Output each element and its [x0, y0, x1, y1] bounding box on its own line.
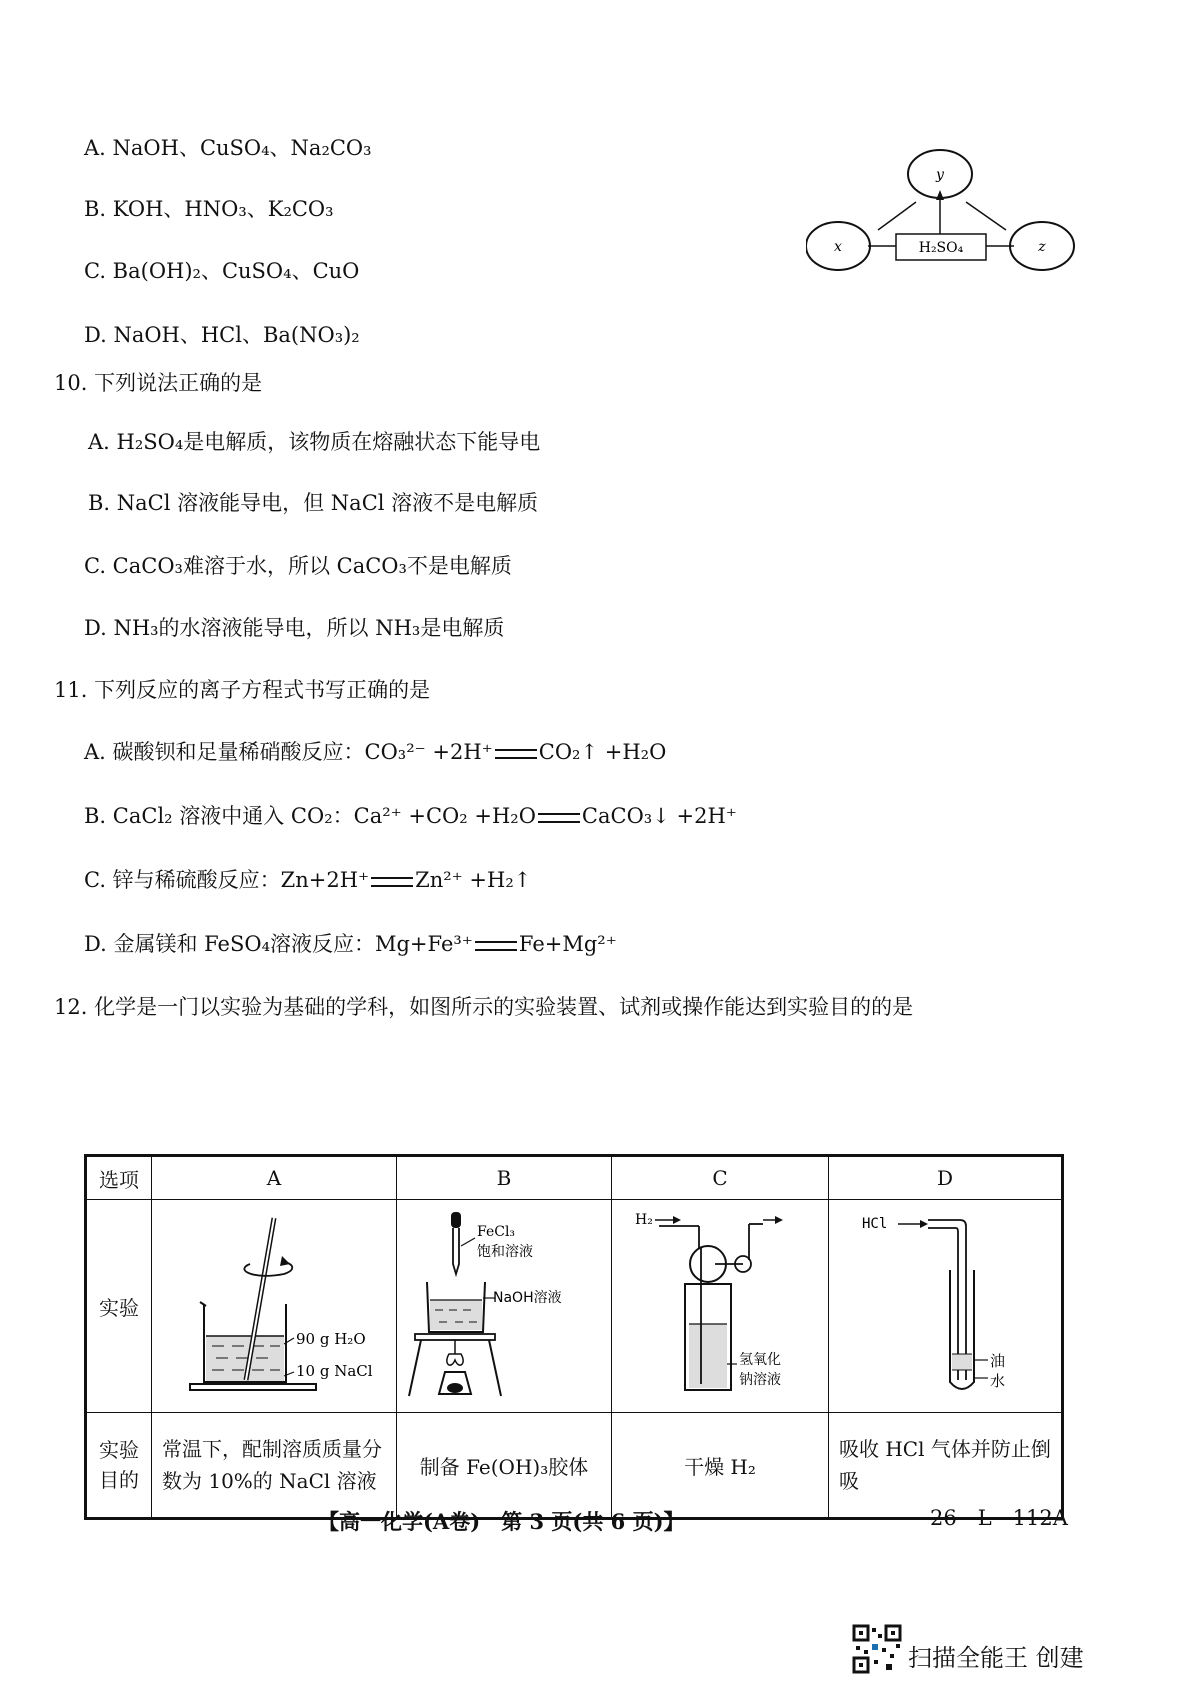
saturated-solution-label: 饱和溶液 — [477, 1243, 533, 1260]
h2-label: H₂ — [635, 1211, 653, 1228]
equation-lhs: D. 金属镁和 FeSO₄溶液反应：Mg+Fe³⁺ — [84, 932, 473, 956]
equation-lhs: A. 碳酸钡和足量稀硝酸反应：CO₃²⁻ +2H⁺ — [84, 740, 493, 764]
page-footer-title: 【高一化学(A卷) 第 3 页(共 6 页)】 — [318, 1509, 685, 1534]
apparatus-a — [152, 1200, 397, 1413]
naoh-solution-label: NaOH溶液 — [493, 1289, 562, 1306]
node-y: y — [936, 167, 944, 183]
water-label: 90 g H₂O — [296, 1329, 366, 1348]
equation-lhs: B. CaCl₂ 溶液中通入 CO₂：Ca²⁺ +CO₂ +H₂O — [84, 804, 536, 828]
node-x: x — [834, 239, 842, 255]
equals-sign — [495, 749, 537, 759]
equation-rhs: CO₂↑ +H₂O — [538, 740, 667, 764]
equation-rhs: Fe+Mg²⁺ — [518, 932, 617, 956]
q10-stem: 10. 下列说法正确的是 — [54, 371, 263, 395]
q11-option-a — [84, 738, 666, 766]
q9-relation-diagram — [806, 148, 1086, 278]
gas-washing-bottle-figure — [615, 1204, 825, 1404]
equals-sign — [475, 941, 517, 951]
q12-experiment-table — [84, 1154, 1064, 1520]
apparatus-c — [612, 1200, 829, 1413]
row-label-aim: 实验目的 — [86, 1413, 152, 1519]
aim-d: 吸收 HCl 气体并防止倒吸 — [829, 1413, 1063, 1519]
header-a: A — [152, 1156, 397, 1200]
qr-code-icon — [852, 1624, 902, 1674]
equation-rhs: Zn²⁺ +H₂↑ — [415, 868, 532, 892]
q12-stem: 12. 化学是一门以实验为基础的学科，如图所示的实验装置、试剂或操作能达到实验目的的是 — [54, 995, 914, 1019]
naoh-label-line1: 氢氧化 — [739, 1351, 781, 1368]
q9-option-c: C. Ba(OH)₂、CuSO₄、CuO — [84, 259, 360, 283]
q10-option-b: B. NaCl 溶液能导电，但 NaCl 溶液不是电解质 — [88, 491, 539, 515]
q10-option-d: D. NH₃的水溶液能导电，所以 NH₃是电解质 — [84, 616, 505, 640]
header-b: B — [397, 1156, 612, 1200]
salt-label: 10 g NaCl — [296, 1361, 373, 1380]
q10-option-c: C. CaCO₃难溶于水，所以 CaCO₃不是电解质 — [84, 554, 512, 578]
q11-option-d — [84, 930, 617, 958]
header-d: D — [829, 1156, 1063, 1200]
node-h2so4: H₂SO₄ — [918, 240, 964, 256]
water-label: 水 — [990, 1371, 1006, 1390]
q9-option-b: B. KOH、HNO₃、K₂CO₃ — [84, 197, 334, 221]
q11-stem: 11. 下列反应的离子方程式书写正确的是 — [54, 678, 431, 702]
aim-c: 干燥 H₂ — [612, 1413, 829, 1519]
oil-label: 油 — [990, 1351, 1006, 1370]
scanner-watermark: 扫描全能王 创建 — [908, 1644, 1084, 1672]
equation-lhs: C. 锌与稀硫酸反应：Zn+2H⁺ — [84, 868, 370, 892]
equals-sign — [371, 877, 413, 887]
row-label-experiment: 实验 — [86, 1200, 152, 1413]
beaker-stirring-figure — [154, 1204, 394, 1404]
node-z: z — [1038, 239, 1046, 255]
header-option: 选项 — [86, 1156, 152, 1200]
equation-rhs: CaCO₃↓ +2H⁺ — [581, 804, 737, 828]
fecl3-label: FeCl₃ — [477, 1223, 516, 1240]
q11-option-b — [84, 802, 737, 830]
hcl-absorption-tube-figure — [832, 1204, 1058, 1404]
aim-b: 制备 Fe(OH)₃胶体 — [397, 1413, 612, 1519]
header-c: C — [612, 1156, 829, 1200]
q9-option-d: D. NaOH、HCl、Ba(NO₃)₂ — [84, 323, 360, 347]
q11-option-c — [84, 866, 531, 894]
q9-option-a: A. NaOH、CuSO₄、Na₂CO₃ — [84, 136, 372, 160]
apparatus-b — [397, 1200, 612, 1413]
q10-option-a: A. H₂SO₄是电解质，该物质在熔融状态下能导电 — [88, 430, 541, 454]
hcl-label: HCl — [862, 1215, 888, 1232]
naoh-label-line2: 钠溶液 — [739, 1371, 781, 1388]
aim-a: 常温下，配制溶质质量分数为 10%的 NaCl 溶液 — [152, 1413, 397, 1519]
equals-sign — [538, 813, 580, 823]
page-footer-code: 26—L—112A — [930, 1506, 1068, 1530]
apparatus-d — [829, 1200, 1063, 1413]
heated-beaker-dropper-figure — [399, 1204, 609, 1404]
